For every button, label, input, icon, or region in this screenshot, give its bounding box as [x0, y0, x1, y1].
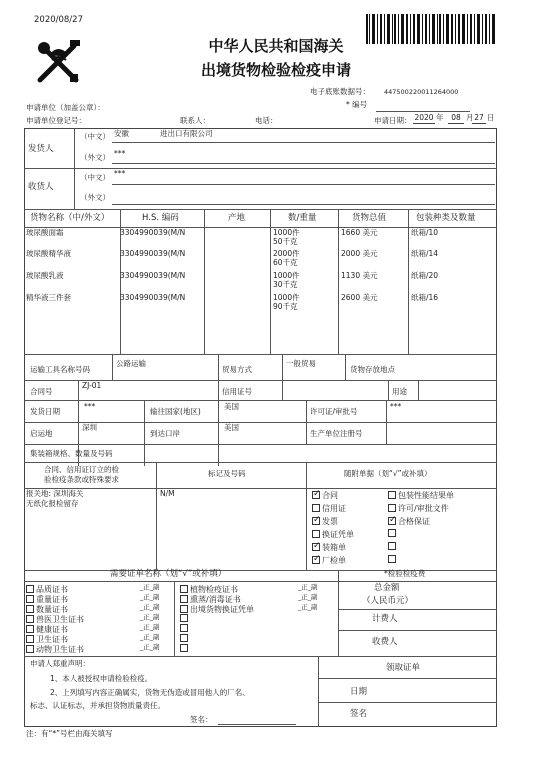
- checkbox-icon: [26, 615, 34, 623]
- checkbox-icon: [180, 614, 188, 622]
- doc-guarantee[interactable]: ✓合格保证: [388, 516, 430, 527]
- sign-line: [218, 724, 296, 725]
- transport-tool-value: 公路运输: [116, 359, 146, 368]
- checkbox-icon: [26, 585, 34, 593]
- title-line-1: 中华人民共和国海关: [208, 37, 344, 55]
- goods-hs: 3304990039(M/N: [120, 293, 186, 302]
- terms-label-1: 合同、信用证订立的检: [44, 465, 119, 474]
- contract-value: ZJ-01: [82, 381, 102, 390]
- title-line-2: 出境货物检验检疫申请: [200, 61, 351, 79]
- checkbox-icon: [26, 635, 34, 643]
- declaration-line-1: 1、本人被授权申请检验检疫。: [50, 674, 153, 683]
- goods-hs: 3304990039(M/N: [120, 249, 186, 258]
- shipper-en-label: （外文）: [80, 153, 110, 162]
- marks-label: 标记及号码: [208, 469, 246, 478]
- checkbox-icon: [388, 529, 396, 537]
- cert-blank-4[interactable]: [180, 644, 190, 653]
- contract-label: 合同号: [30, 387, 53, 396]
- sign-label: 签名：: [190, 715, 213, 724]
- goods-hs: 3304990039(M/N: [120, 271, 186, 280]
- terms-notes-2: 无纸化报检留存: [26, 499, 79, 508]
- shipper-label: 发货人: [28, 144, 54, 154]
- cert-quantity-count: _正_副: [140, 603, 160, 611]
- contact-label: 联系人：: [180, 116, 210, 125]
- checkbox-icon: [26, 605, 34, 613]
- goods-pack: 纸箱/10: [411, 228, 439, 237]
- checkbox-icon: [26, 625, 34, 633]
- goods-qty: 1000件: [273, 271, 300, 280]
- cert-blank-3[interactable]: [180, 634, 190, 643]
- cert-fumigation[interactable]: 熏蒸/消毒证书: [180, 594, 241, 605]
- marks-value: N/M: [160, 489, 175, 498]
- cert-weight[interactable]: 重量证书: [26, 594, 68, 605]
- checkbox-icon: [312, 504, 320, 512]
- goods-qty: 2000件: [273, 249, 300, 258]
- cert-quality-count: _正_副: [140, 583, 160, 591]
- origin-port-label: 启运地: [30, 429, 53, 438]
- goods-name: 玻尿酸面霜: [26, 228, 64, 237]
- goods-header-hs: H.S. 编码: [142, 213, 179, 223]
- checkbox-icon: [388, 555, 396, 563]
- permit-label: 许可证/审批号: [310, 407, 358, 416]
- consignee-label: 收货人: [28, 182, 54, 192]
- doc-blank-3[interactable]: [388, 555, 398, 564]
- applicant-label: 申请单位（加盖公章）：: [26, 103, 105, 112]
- receive-label: 领取证单: [386, 663, 421, 673]
- goods-qty: 1000件: [273, 293, 300, 302]
- transport-tool-label: 运输工具名称号码: [30, 365, 90, 374]
- docs-label: 随附单据（划“√”或补填）: [344, 469, 432, 478]
- serial-label: * 编号: [346, 100, 368, 109]
- goods-name: 精华液三件套: [26, 293, 71, 302]
- doc-packing[interactable]: ✓装箱单: [312, 542, 346, 553]
- checkbox-icon: [180, 585, 188, 593]
- shipper-en-value: ***: [114, 149, 126, 158]
- usage-label: 用途: [392, 387, 407, 396]
- checkbox-icon: [180, 595, 188, 603]
- cert-plant-count: _正_副: [298, 583, 318, 591]
- total-label-2: （人民币元）: [362, 596, 414, 606]
- origin-port-value: 深圳: [82, 423, 97, 432]
- print-date: 2020/08/27: [34, 15, 83, 25]
- doc-exchange[interactable]: 换证凭单: [312, 529, 354, 540]
- doc-lc[interactable]: 信用证: [312, 503, 346, 514]
- shipper-cn-value-b: 进出口有限公司: [160, 129, 213, 138]
- phone-label: 电话：: [255, 116, 278, 125]
- checkbox-icon: [26, 645, 34, 653]
- e-dept-label: 电子底账数据号：: [310, 87, 370, 96]
- goods-weight: 50千克: [273, 237, 298, 246]
- container-label: 集装箱规格、数量及号码: [30, 449, 113, 458]
- goods-header-value: 货物总值: [352, 213, 387, 223]
- goods-weight: 90千克: [273, 302, 298, 311]
- cert-fumigation-count: _正_副: [298, 593, 318, 601]
- cert-sanitary[interactable]: 卫生证书: [26, 634, 68, 645]
- payer-label: 收费人: [372, 637, 398, 647]
- cert-blank-2[interactable]: [180, 624, 190, 633]
- cert-quality[interactable]: 品质证书: [26, 584, 68, 595]
- doc-invoice[interactable]: ✓发票: [312, 516, 338, 527]
- serial-line: [376, 111, 470, 112]
- cert-health[interactable]: 健康证书: [26, 624, 68, 635]
- consignee-cn-value: ***: [114, 169, 126, 178]
- cert-label: 需要证单名称（划“√”或补填）: [110, 569, 227, 579]
- trade-value: 一般贸易: [286, 359, 316, 368]
- goods-name: 玻尿酸乳液: [26, 271, 64, 280]
- producer-reg-label: 生产单位注册号: [310, 429, 363, 438]
- arrival-port-value: 美国: [224, 423, 239, 432]
- total-label-1: 总金额: [374, 583, 400, 593]
- cert-blank-1[interactable]: [180, 614, 190, 623]
- apply-day-unit: 日: [487, 113, 495, 122]
- goods-name: 玻尿酸精华液: [26, 249, 71, 258]
- shipper-cn-value-a: 安徽: [114, 129, 129, 138]
- goods-pack: 纸箱/14: [411, 249, 439, 258]
- shipper-cn-label: （中文）: [80, 132, 110, 141]
- fee-label: *检验检疫费: [384, 569, 426, 578]
- trade-label: 贸易方式: [222, 365, 252, 374]
- cert-sanitary-count: _正_副: [140, 633, 160, 641]
- declaration-line-3: 标志、认证标志，并承担货物质量责任。: [30, 701, 165, 710]
- checkbox-icon: [180, 634, 188, 642]
- reg-label: 申请单位登记号：: [26, 116, 86, 125]
- checkbox-icon: [388, 542, 396, 550]
- checkbox-icon: [180, 644, 188, 652]
- goods-hs: 3304990039(M/N: [120, 228, 186, 237]
- ship-date-value: ***: [84, 402, 96, 411]
- goods-value: 2000 美元: [341, 249, 378, 258]
- checkbox-checked-icon: [388, 517, 396, 525]
- checkbox-checked-icon: [312, 556, 320, 564]
- apply-year-unit: 年: [436, 113, 444, 122]
- cert-health-count: _正_副: [140, 623, 160, 631]
- doc-contract[interactable]: ✓ 合同: [312, 490, 338, 501]
- doc-pack-perf[interactable]: 包装性能结果单: [388, 490, 454, 501]
- goods-pack: 纸箱/16: [411, 293, 439, 302]
- checkbox-icon: [180, 624, 188, 632]
- goods-weight: 30千克: [273, 280, 298, 289]
- cert-exchange-count: _正_副: [298, 603, 318, 611]
- permit-value: ***: [390, 402, 402, 411]
- declaration-title: 申请人郑重声明：: [30, 659, 90, 668]
- doc-blank-1[interactable]: [388, 529, 398, 538]
- apply-day: 27: [472, 114, 486, 124]
- arrival-port-label: 到达口岸: [150, 429, 180, 438]
- cert-weight-count: _正_副: [140, 593, 160, 601]
- cert-quantity[interactable]: 数量证书: [26, 604, 68, 615]
- footer-note: 注：有“*”号栏由海关填写: [26, 729, 113, 738]
- checkbox-icon: [388, 491, 396, 499]
- consignee-en-label: （外文）: [80, 193, 110, 202]
- terms-notes-1: 报关地: 深圳海关: [26, 489, 84, 498]
- e-dept-no: 447500220011264000: [384, 88, 459, 96]
- goods-weight: 60千克: [273, 258, 298, 267]
- apply-month: 08: [448, 114, 464, 124]
- goods-header-pack: 包装种类及数量: [416, 213, 476, 223]
- cert-vet-count: _正_副: [140, 613, 160, 621]
- goods-pack: 纸箱/20: [411, 271, 439, 280]
- goods-header-name: 货物名称（中/外文）: [30, 213, 110, 223]
- cert-animal-count: _正_副: [140, 643, 160, 651]
- cert-exchange[interactable]: 出境货物换证凭单: [180, 604, 254, 615]
- doc-factory[interactable]: ✓厂检单: [312, 555, 346, 566]
- declaration-line-2: 2、上列填写内容正确属实，货物无伪造或冒用他人的厂名、: [50, 688, 250, 697]
- doc-permit[interactable]: 许可/审批文件: [388, 503, 449, 514]
- dest-country-value: 美国: [224, 402, 239, 411]
- cert-vet[interactable]: 兽医卫生证书: [26, 614, 84, 625]
- checkbox-checked-icon: [312, 491, 320, 499]
- apply-date-label: 申请日期：: [374, 116, 412, 125]
- apply-month-unit: 月: [466, 113, 474, 122]
- checkbox-checked-icon: [312, 543, 320, 551]
- receive-sign-label: 签名: [350, 709, 368, 719]
- checkbox-checked-icon: [312, 517, 320, 525]
- terms-label-2: 验检疫条款或特殊要求: [44, 475, 119, 484]
- goods-value: 1660 美元: [341, 228, 378, 237]
- goods-header-qty: 数/重量: [288, 213, 317, 223]
- goods-header-origin: 产地: [228, 213, 246, 223]
- receive-date-label: 日期: [350, 687, 368, 697]
- calc-label: 计费人: [372, 614, 398, 624]
- cert-animal[interactable]: 动物卫生证书: [26, 644, 84, 655]
- consignee-cn-label: （中文）: [80, 173, 110, 182]
- goods-qty: 1000件: [273, 228, 300, 237]
- checkbox-icon: [312, 530, 320, 538]
- apply-year: 2020: [414, 113, 434, 122]
- lc-label: 信用证号: [222, 387, 252, 396]
- goods-value: 1130 美元: [341, 271, 378, 280]
- checkbox-icon: [26, 595, 34, 603]
- dest-country-label: 输往国家(地区): [150, 407, 201, 416]
- goods-value: 2600 美元: [341, 293, 378, 302]
- checkbox-icon: [388, 504, 396, 512]
- checkbox-icon: [180, 605, 188, 613]
- cert-plant[interactable]: 植物检疫证书: [180, 584, 238, 595]
- storage-label: 货物存放地点: [350, 365, 395, 374]
- doc-blank-2[interactable]: [388, 542, 398, 551]
- ship-date-label: 发货日期: [30, 407, 60, 416]
